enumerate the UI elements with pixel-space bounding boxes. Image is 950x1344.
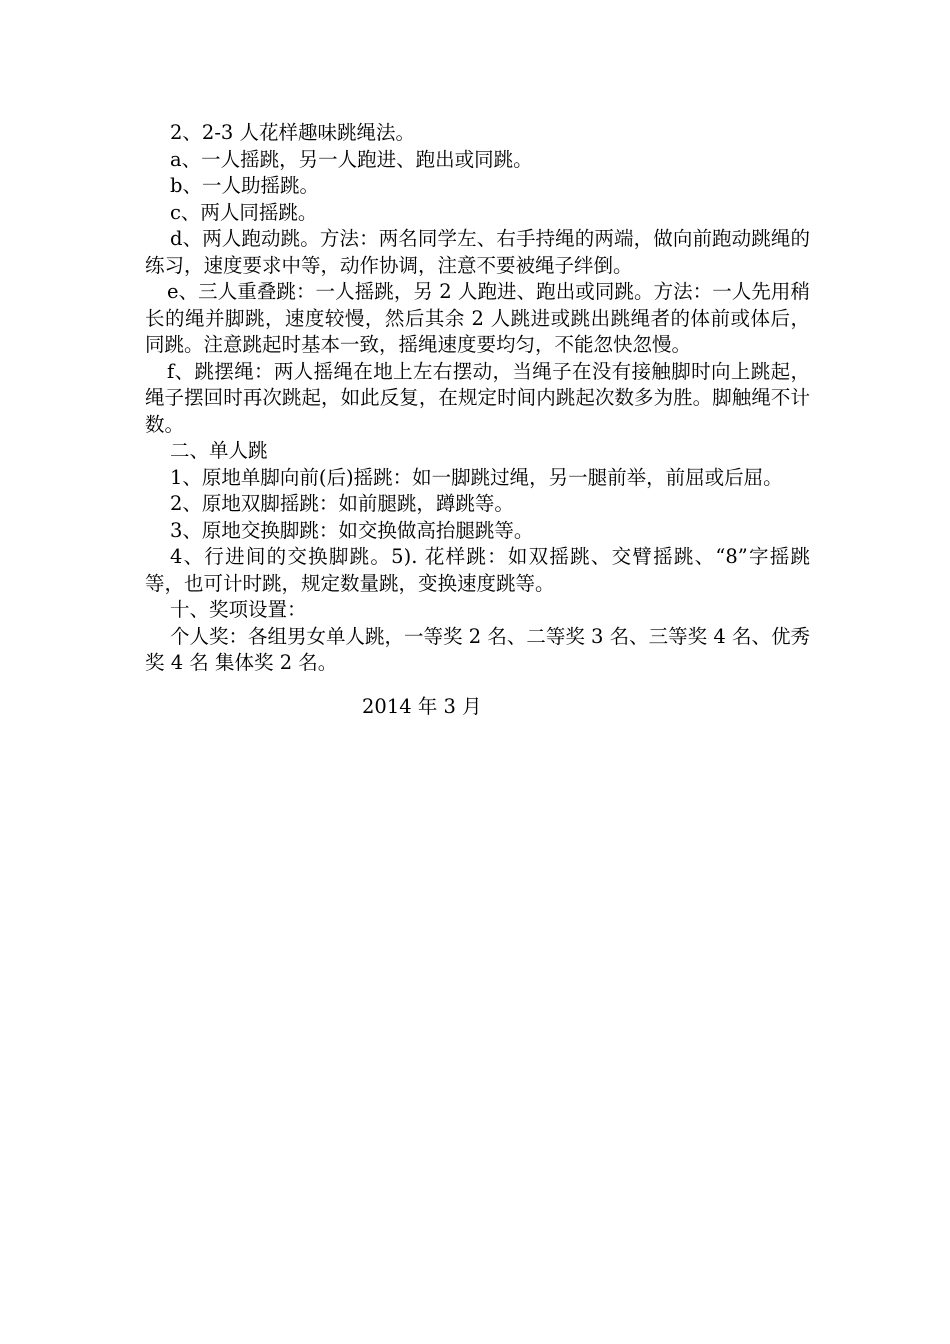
paragraph-single-jump-2: 2、原地双脚摇跳：如前腿跳，蹲跳等。 <box>170 492 514 515</box>
document-body <box>145 120 810 677</box>
paragraph-awards-detail: 个人奖：各组男女单人跳，一等奖 2 名、二等奖 3 名、三等奖 4 名、优秀奖 4 名 集体奖 2 名。 <box>145 624 810 674</box>
paragraph-section-2-title: 2、2-3 人花样趣味跳绳法。 <box>170 121 416 144</box>
paragraph-item-a: a、一人摇跳，另一人跑进、跑出或同跳。 <box>170 147 533 171</box>
paragraph-item-e: e、三人重叠跳：一人摇跳，另 2 人跑进、跑出或同跳。方法：一人先用稍长的绳并脚跳，速度较慢，然后其余 2 人跳进或跳出跳绳者的体前或体后，同跳。注意跳起时基本一致，摇绳速度要均匀，不能忽快忽慢。 <box>145 280 810 356</box>
paragraph-single-jump-heading: 二、单人跳 <box>170 439 268 462</box>
paragraph-awards-heading: 十、奖项设置： <box>170 598 307 621</box>
paragraph-item-d: d、两人跑动跳。方法：两名同学左、右手持绳的两端，做向前跑动跳绳的练习，速度要求中等，动作协调，注意不要被绳子绊倒。 <box>145 227 810 277</box>
paragraph-single-jump-3: 3、原地交换脚跳：如交换做高抬腿跳等。 <box>170 518 534 542</box>
paragraph-single-jump-1: 1、原地单脚向前(后)摇跳：如一脚跳过绳，另一腿前举，前屈或后屈。 <box>170 465 783 489</box>
paragraph-item-b: b、一人助摇跳。 <box>170 174 319 197</box>
paragraph-single-jump-4: 4、行进间的交换脚跳。5). 花样跳：如双摇跳、交臂摇跳、“8”字摇跳等，也可计时跳，规定数量跳，变换速度跳等。 <box>145 545 810 595</box>
paragraph-item-f: f、跳摆绳：两人摇绳在地上左右摆动，当绳子在没有接触脚时向上跳起，绳子摆回时再次跳起，如此反复，在规定时间内跳起次数多为胜。脚触绳不计数。 <box>145 359 810 436</box>
document-date: 2014 年 3 月 <box>362 695 482 718</box>
paragraph-item-c: c、两人同摇跳。 <box>170 200 318 224</box>
